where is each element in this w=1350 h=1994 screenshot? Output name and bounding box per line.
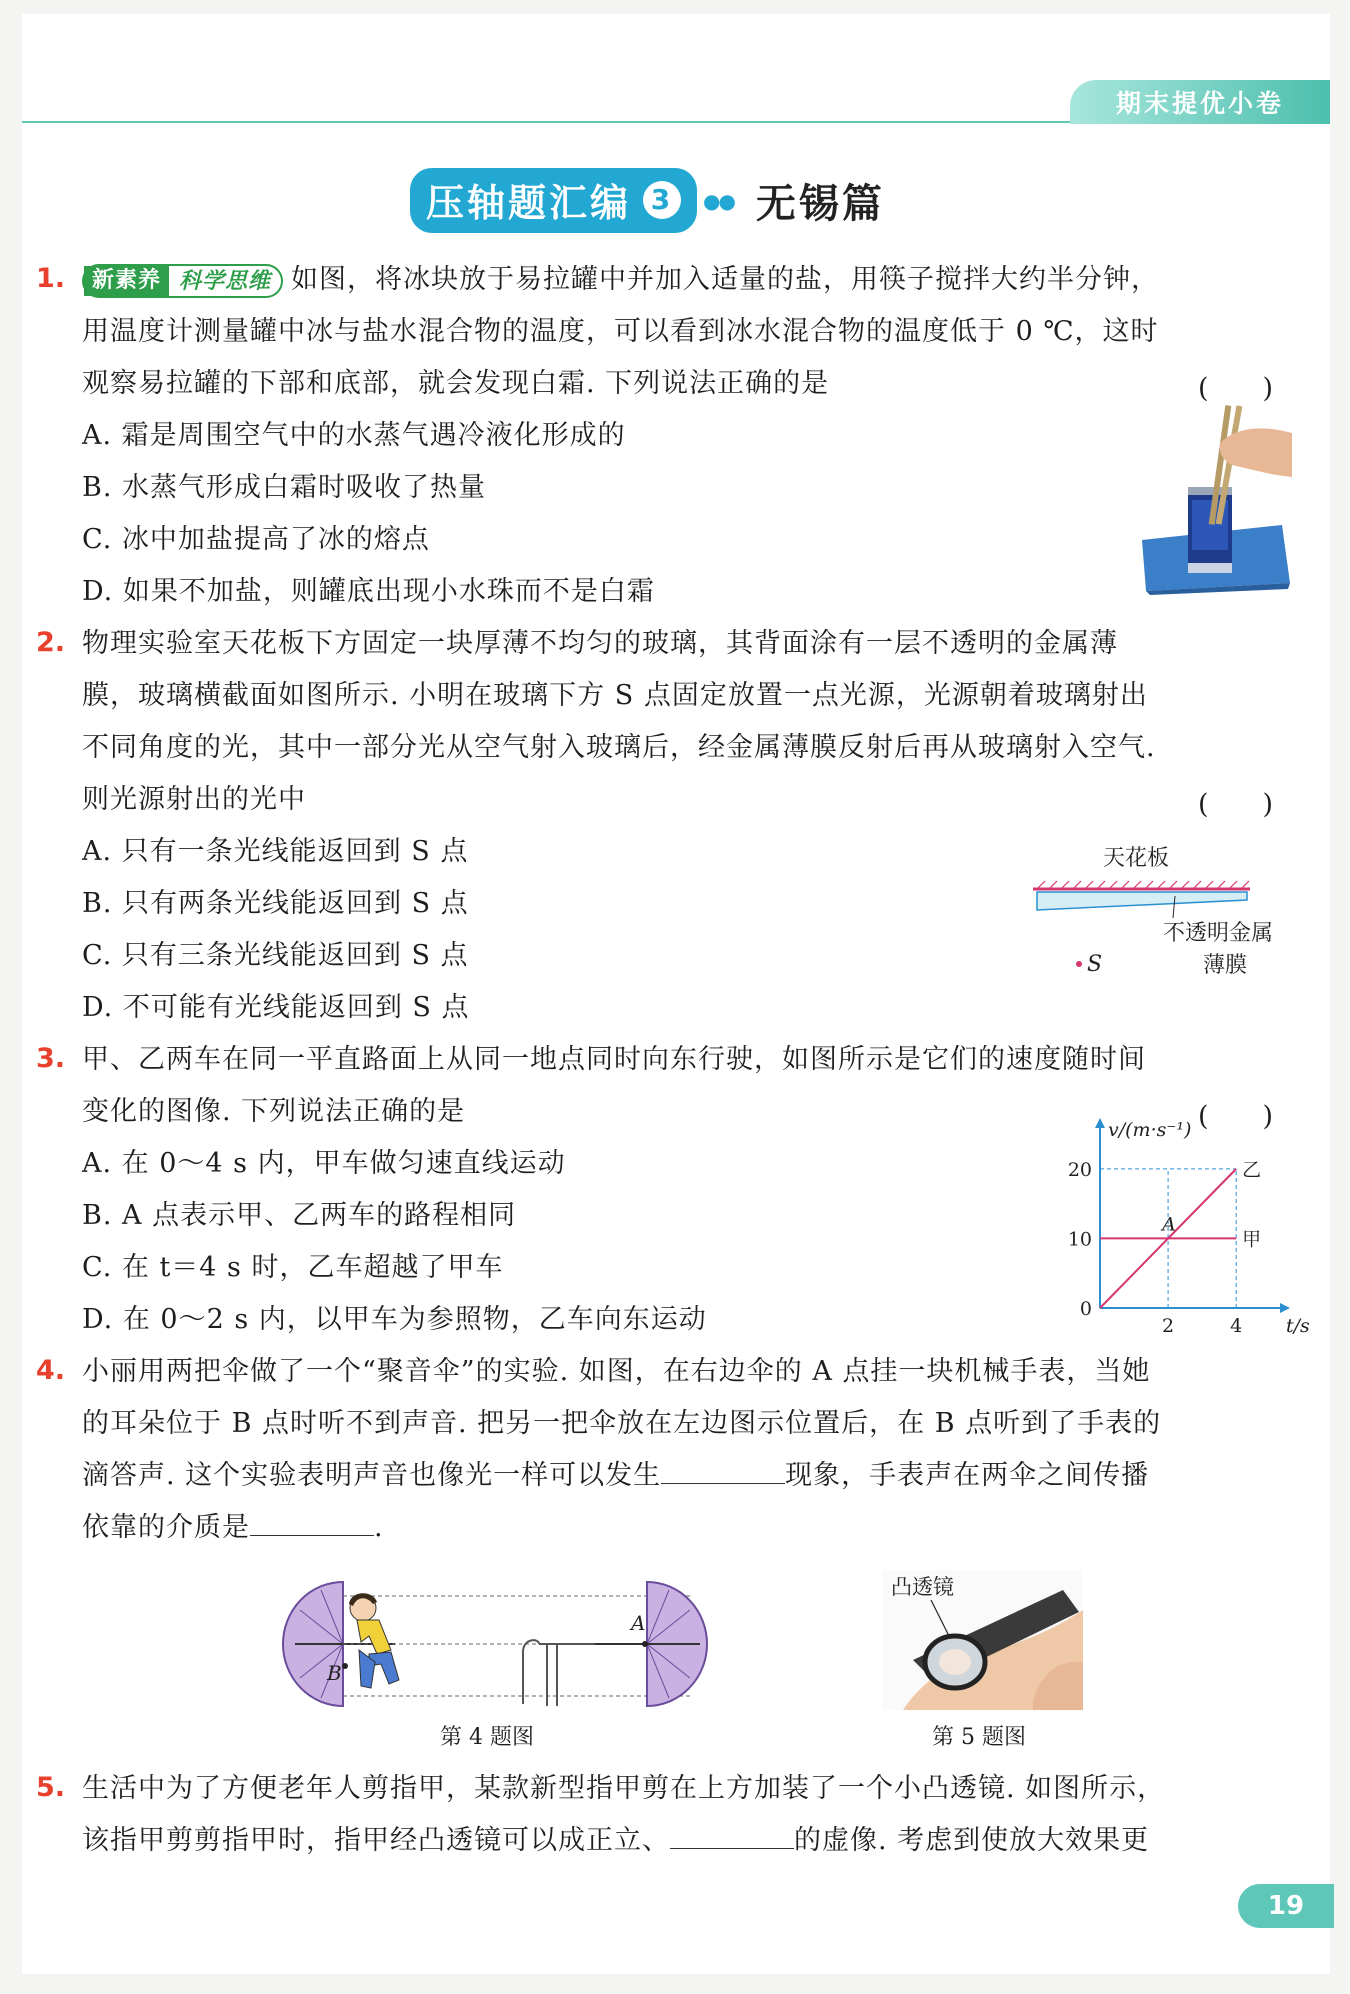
q2-text-1: 物理实验室天花板下方固定一块厚薄不均匀的玻璃，其背面涂有一层不透明的金属薄: [82, 628, 1118, 659]
q4-blank-2[interactable]: [250, 1511, 374, 1536]
page-title: [410, 168, 885, 233]
q1-number: 1.: [36, 263, 66, 294]
q1-badge: [82, 264, 283, 298]
y-axis-label: v/(m·s⁻¹): [1108, 1119, 1192, 1141]
q2-text-2: 膜，玻璃横截面如图所示. 小明在玻璃下方 S 点固定放置一点光源，光源朝着玻璃射出: [82, 680, 1148, 711]
q4-text-4b: .: [374, 1512, 384, 1543]
q4-text-1: 小丽用两把伞做了一个“聚音伞”的实验. 如图，在右边伞的 A 点挂一块机械手表，当她: [82, 1356, 1151, 1387]
q1-text-2: 用温度计测量罐中冰与盐水混合物的温度，可以看到冰水混合物的温度低于 0 ℃，这时: [82, 316, 1159, 347]
x-axis-label: t/s: [1286, 1315, 1310, 1337]
title-dots: ●●: [703, 188, 734, 213]
q2-option-d: D. 不可能有光线能返回到 S 点: [82, 992, 470, 1023]
q4-text-4: [82, 1510, 384, 1546]
q2-option-b: B. 只有两条光线能返回到 S 点: [82, 888, 469, 919]
q5-figure-caption: 第 5 题图: [932, 1725, 1026, 1750]
film-label-2: 薄膜: [1203, 953, 1248, 978]
q1-option-c: C. 冰中加盐提高了冰的熔点: [82, 524, 430, 555]
q4-text-3: [82, 1458, 1149, 1494]
point-s: [1076, 961, 1082, 967]
q2-glass-diagram: [1025, 840, 1305, 980]
q1-badge-main: 新素养: [84, 266, 169, 296]
title-number: 3: [643, 181, 681, 219]
title-main: 压轴题汇编: [426, 180, 632, 225]
y-tick-label: 20: [1067, 1158, 1092, 1181]
q3-number: 3.: [36, 1043, 66, 1074]
q3-text-2: 变化的图像. 下列说法正确的是: [82, 1096, 466, 1127]
q3-option-a: A. 在 0～4 s 内，甲车做匀速直线运动: [82, 1148, 566, 1179]
glass-wedge: [1037, 892, 1247, 910]
q4-blank-1[interactable]: [661, 1459, 785, 1484]
point-b-label: B: [327, 1661, 342, 1685]
q2-text-4: 则光源射出的光中: [82, 784, 306, 815]
q4-text-4a: 依靠的介质是: [82, 1512, 250, 1543]
q1-line-1: [82, 262, 1159, 298]
q5-text-2b: 的虚像. 考虑到使放大效果更: [794, 1825, 1150, 1856]
point-a-annotation: A: [1162, 1213, 1176, 1236]
q3-answer-paren: ( ): [1198, 1101, 1274, 1132]
film-label-1: 不透明金属: [1163, 921, 1274, 946]
point-a-label: A: [631, 1611, 646, 1635]
q1-badge-sub: 科学思维: [179, 267, 272, 294]
title-badge: [410, 168, 697, 233]
q4-umbrella-figure: [295, 1580, 705, 1710]
girl-body: [357, 1620, 391, 1654]
q5-text-2a: 该指甲剪剪指甲时，指甲经凸透镜可以成正立、: [82, 1825, 670, 1856]
header-tag: 期末提优小卷: [1070, 80, 1330, 124]
title-sub: 无锡篇: [755, 180, 885, 227]
y-tick-label: 0: [1079, 1298, 1092, 1320]
q4-figure-caption: 第 4 题图: [440, 1725, 534, 1750]
y-tick-label: 10: [1067, 1228, 1092, 1251]
q1-option-d: D. 如果不加盐，则罐底出现小水珠而不是白霜: [82, 576, 655, 607]
q2-option-a: A. 只有一条光线能返回到 S 点: [82, 836, 469, 867]
q2-option-c: C. 只有三条光线能返回到 S 点: [82, 940, 469, 971]
q5-text-1: 生活中为了方便老年人剪指甲，某款新型指甲剪在上方加装了一个小凸透镜. 如图所示，: [82, 1773, 1166, 1804]
q4-number: 4.: [36, 1355, 66, 1386]
point-s-label: S: [1087, 952, 1103, 977]
series-label: 乙: [1242, 1158, 1262, 1181]
q3-option-b: B. A 点表示甲、乙两车的路程相同: [82, 1200, 517, 1231]
series-label: 甲: [1242, 1228, 1262, 1251]
q1-text-1: 如图，将冰块放于易拉罐中并加入适量的盐，用筷子搅拌大约半分钟，: [291, 264, 1160, 295]
q5-blank-1[interactable]: [670, 1824, 794, 1849]
q5-text-2: [82, 1823, 1149, 1859]
q1-can-photo: [1132, 405, 1292, 595]
x-tick-label: 4: [1230, 1315, 1243, 1337]
lens-label: 凸透镜: [891, 1575, 954, 1599]
x-tick-label: 2: [1162, 1315, 1175, 1337]
q4-text-3a: 滴答声. 这个实验表明声音也像光一样可以发生: [82, 1460, 662, 1491]
q5-clipper-photo: [883, 1570, 1083, 1710]
x-axis-arrow: [1280, 1303, 1290, 1313]
q3-option-c: C. 在 t＝4 s 时，乙车超越了甲车: [82, 1252, 504, 1283]
q2-text-3: 不同角度的光，其中一部分光从空气射入玻璃后，经金属薄膜反射后再从玻璃射入空气.: [82, 732, 1156, 763]
q1-answer-paren: ( ): [1198, 373, 1274, 404]
q4-text-2: 的耳朵位于 B 点时听不到声音. 把另一把伞放在左边图示位置后，在 B 点听到了手表的: [82, 1408, 1162, 1439]
q4-text-3b: 现象，手表声在两伞之间传播: [785, 1460, 1150, 1491]
q2-answer-paren: ( ): [1198, 789, 1274, 820]
page-number: 19: [1238, 1884, 1334, 1928]
q3-velocity-chart: [1050, 1119, 1310, 1342]
ceiling-label: 天花板: [1103, 846, 1170, 871]
q2-number: 2.: [36, 627, 66, 658]
q1-text-3: 观察易拉罐的下部和底部，就会发现白霜. 下列说法正确的是: [82, 368, 830, 399]
q1-option-a: A. 霜是周围空气中的水蒸气遇冷液化形成的: [82, 420, 626, 451]
q3-text-1: 甲、乙两车在同一平直路面上从同一地点同时向东行驶，如图所示是它们的速度随时间: [82, 1044, 1146, 1075]
q1-option-b: B. 水蒸气形成白霜时吸收了热量: [82, 472, 487, 503]
q3-option-d: D. 在 0～2 s 内，以甲车为参照物，乙车向东运动: [82, 1304, 707, 1335]
q5-number: 5.: [36, 1772, 66, 1803]
